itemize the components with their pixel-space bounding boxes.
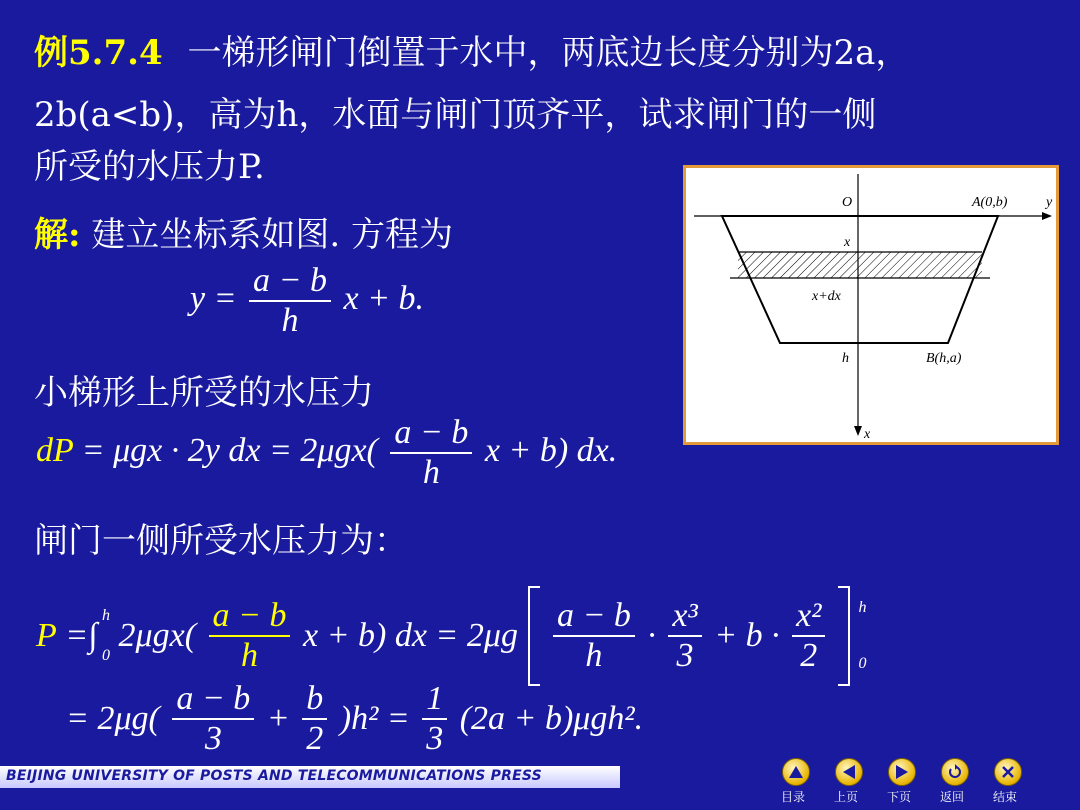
P-int: =∫ [65, 617, 98, 654]
eq1-lhs: y = [190, 279, 237, 317]
P-b-den2: 3 [676, 637, 694, 674]
close-icon [1001, 765, 1015, 779]
P-b-den3: 2 [800, 637, 818, 674]
nav-label-previous[interactable]: 上页 [834, 790, 859, 804]
P-body1: 2μgx( [118, 617, 197, 654]
triangle-left-icon [842, 764, 856, 780]
R-num3: 1 [422, 680, 447, 720]
diagram-svg [686, 168, 1056, 442]
P-limits [102, 596, 110, 676]
trapezoid-shape [722, 216, 998, 343]
P-fraction [209, 597, 291, 675]
eq1-rhs: x + b. [343, 279, 425, 317]
h-label: h [842, 351, 849, 366]
nav-label-next[interactable]: 下页 [887, 790, 912, 804]
R-num1: a − b [172, 680, 254, 720]
P-lower: 0 [102, 647, 111, 664]
R-den2: 2 [306, 720, 324, 757]
P-b-num3: x² [792, 597, 825, 637]
P-b-num1: a − b [553, 597, 635, 637]
R-fraction-2 [302, 680, 327, 758]
P-num: a − b [209, 597, 291, 637]
result-equation [66, 680, 643, 758]
x-dx-label: x+dx [812, 289, 841, 304]
eq1-num: a − b [249, 262, 331, 302]
hatched-strip [738, 252, 982, 278]
dP-den: h [422, 454, 440, 491]
solution-label: 解: [34, 215, 81, 255]
previous-page-button[interactable] [835, 758, 863, 786]
R-end: (2a + b)μgh². [459, 700, 644, 737]
P-integral-equation [36, 580, 866, 680]
small-trapezoid-title: 小梯形上所受的水压力 [34, 373, 374, 413]
P-den: h [241, 637, 258, 674]
x-axis-label: x [864, 427, 871, 442]
equation-line [190, 262, 424, 340]
triangle-right-icon [895, 764, 909, 780]
problem-line-2: 2b(a<b)，高为h，水面与闸门顶齐平，试求闸门的一侧 [34, 95, 877, 135]
example-label: 例5.7.4 [34, 33, 163, 73]
dP-rhs: x + b) dx. [484, 431, 618, 469]
problem-line-3: 所受的水压力P. [34, 147, 265, 187]
P-b-plus: + b · [714, 617, 780, 654]
P-b-num2: x³ [668, 597, 701, 637]
problem-text-1: 一梯形闸门倒置于水中，两底边长度分别为2a， [187, 33, 910, 73]
R-start: = 2μg( [66, 700, 160, 737]
P-b-limits [858, 580, 866, 692]
total-pressure-title: 闸门一侧所受水压力为： [34, 521, 408, 561]
triangle-up-icon [788, 765, 804, 779]
P-b-upper: h [858, 599, 867, 616]
R-plus: + [266, 700, 290, 737]
nav-label-end[interactable]: 结束 [993, 790, 1018, 804]
nav-label-contents[interactable]: 目录 [781, 790, 806, 804]
dP-equation [36, 414, 617, 492]
R-fraction-1 [172, 680, 254, 758]
R-mid: )h² = [339, 700, 410, 737]
contents-button[interactable] [782, 758, 810, 786]
R-num2: b [302, 680, 327, 720]
x-mark-label: x [844, 235, 851, 250]
point-A-label: A(0,b) [972, 195, 1008, 210]
R-den3: 3 [426, 720, 444, 757]
right-bracket [838, 586, 850, 686]
solution-line [34, 216, 453, 254]
nav-label-return[interactable]: 返回 [940, 790, 965, 804]
end-button[interactable] [994, 758, 1022, 786]
problem-line-1 [34, 34, 909, 72]
next-page-button[interactable] [888, 758, 916, 786]
trapezoid-diagram [683, 165, 1059, 445]
P-b-fraction-3 [792, 597, 825, 675]
P-lhs: P [36, 617, 57, 654]
eq1-den: h [281, 302, 299, 339]
press-banner [0, 766, 620, 788]
dP-fraction [390, 414, 472, 492]
P-b-fraction-2 [668, 597, 701, 675]
origin-label: O [842, 195, 853, 210]
return-button[interactable] [941, 758, 969, 786]
point-B-label: B(h,a) [926, 351, 962, 366]
solution-text: 建立坐标系如图. 方程为 [91, 215, 453, 255]
left-bracket [528, 586, 540, 686]
return-arrow-icon [947, 764, 963, 780]
y-axis-arrow [1042, 212, 1052, 220]
P-b-dot: · [647, 617, 656, 654]
y-axis-label: y [1046, 195, 1053, 210]
eq1-fraction [249, 262, 331, 340]
P-b-den1: h [585, 637, 603, 674]
R-fraction-3 [422, 680, 447, 758]
P-upper: h [102, 607, 111, 624]
press-name: BEIJING UNIVERSITY OF POSTS AND TELECOMMUNICATIONS PRESS [6, 768, 542, 784]
x-axis-arrow [854, 426, 862, 436]
R-den1: 3 [204, 720, 222, 757]
P-body2: x + b) dx = 2μg [302, 617, 518, 654]
P-b-fraction-1 [553, 597, 635, 675]
dP-lhs: dP [36, 431, 74, 469]
dP-mid: = μgx · 2y dx = 2μgx( [81, 431, 378, 469]
dP-num: a − b [390, 414, 472, 454]
P-b-lower: 0 [858, 655, 867, 672]
